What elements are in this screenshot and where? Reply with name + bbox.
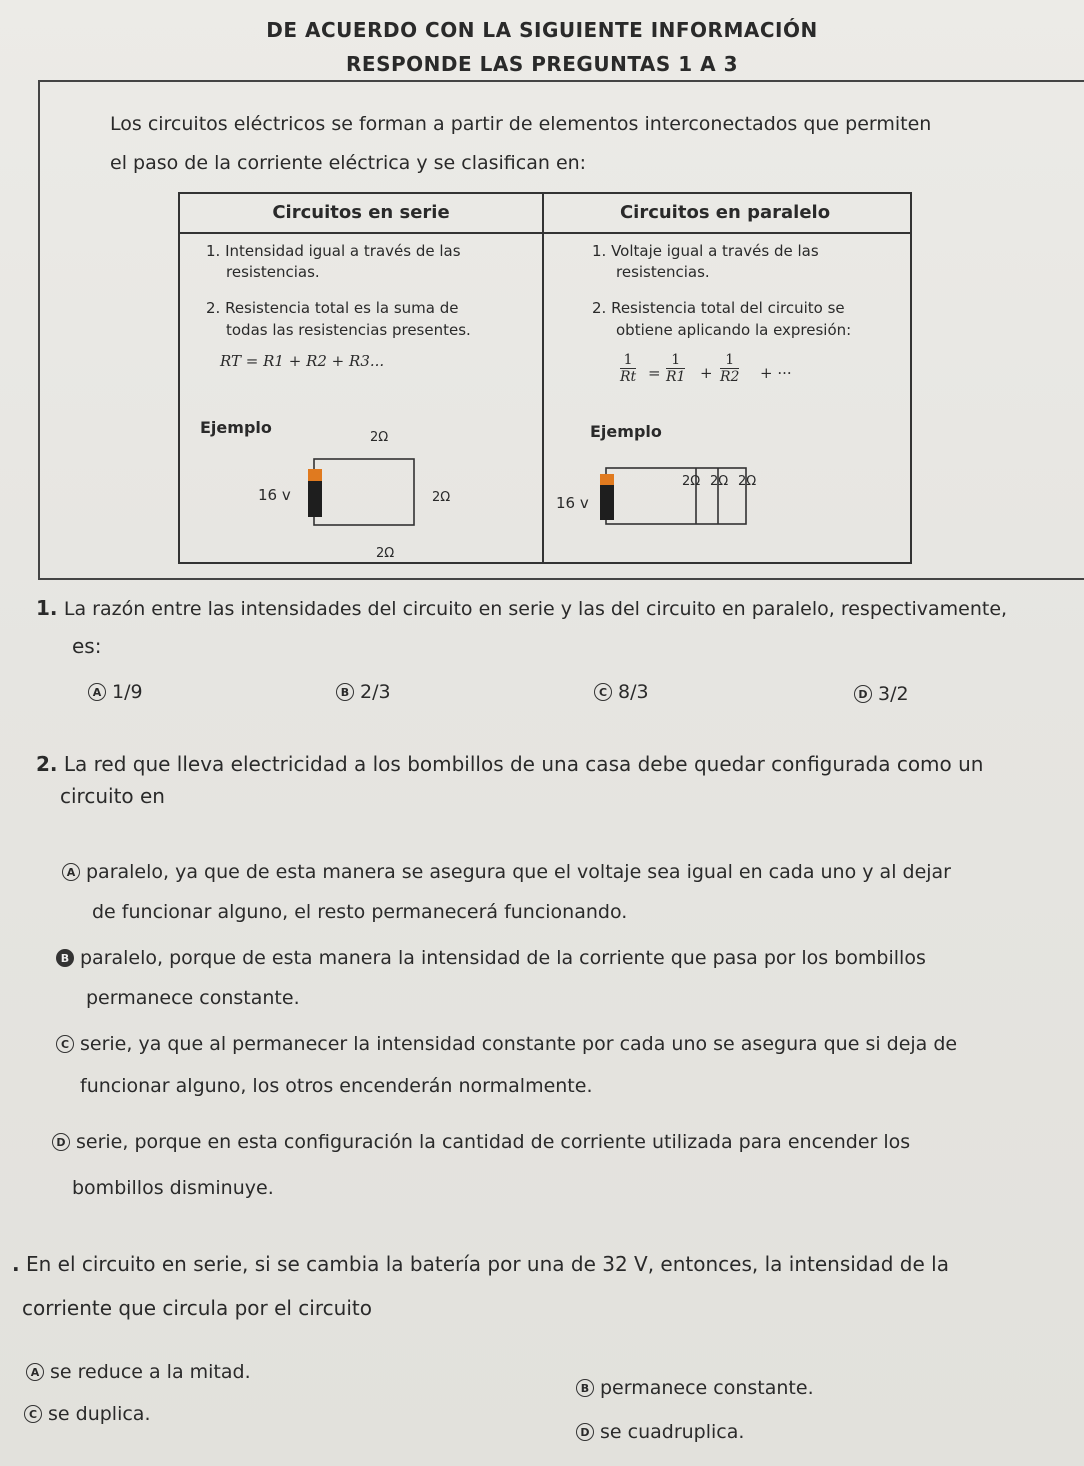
q2-option-c-letter: C (56, 1035, 74, 1053)
serie-point-1a: 1. Intensidad igual a través de las (206, 242, 461, 260)
formula-equals: = (648, 364, 661, 382)
formula-r1-den: R1 (666, 369, 686, 385)
paralelo-title: Circuitos en paralelo (619, 202, 831, 223)
intro-line-1: Los circuitos eléctricos se forman a partir de elementos interconectados que permiten (110, 113, 932, 135)
q2-option-a-text-2: de funcionar alguno, el resto permanecerá funcionando. (92, 901, 628, 923)
paralelo-battery-positive (600, 474, 614, 485)
q3-number: . (12, 1252, 20, 1276)
q2-option-a-letter: A (62, 863, 80, 881)
q2-number: 2. (36, 752, 58, 776)
paralelo-circuit-diagram (592, 462, 752, 532)
serie-point-2b: todas las resistencias presentes. (226, 321, 471, 339)
q3-option-c-text: se duplica. (48, 1403, 151, 1425)
serie-point-1b: resistencias. (226, 263, 320, 281)
paralelo-example-label: Ejemplo (590, 422, 662, 441)
serie-example-label: Ejemplo (200, 418, 272, 437)
q3-option-c[interactable] (24, 1400, 150, 1428)
q2-option-c-text-1: serie, ya que al permanecer la intensidad constante por cada uno se asegura que si deja de (80, 1033, 958, 1055)
q1-option-b-letter: B (336, 683, 354, 701)
q3-option-d-letter: D (576, 1423, 594, 1441)
serie-battery-voltage: 16 v (258, 486, 291, 504)
header-line-1: DE ACUERDO CON LA SIGUIENTE INFORMACIÓN (266, 18, 818, 42)
formula-lhs-num: 1 (620, 352, 636, 369)
q3-stem (12, 1250, 1082, 1278)
q1-text-1: La razón entre las intensidades del circuito en serie y las del circuito en paralelo, respectivamente, (63, 598, 1008, 620)
q1-text-2: es: (72, 634, 102, 658)
q3-option-a[interactable] (26, 1358, 251, 1386)
q2-option-c-text-2: funcionar alguno, los otros encenderán normalmente. (80, 1075, 593, 1097)
q2-option-d[interactable] (52, 1128, 1082, 1156)
q2-option-d-text-2: bombillos disminuye. (72, 1177, 274, 1199)
q2-option-a[interactable] (62, 858, 1080, 886)
q2-option-a-text-1: paralelo, ya que de esta manera se asegura que el voltaje sea igual en cada uno y al dejar (86, 861, 951, 883)
formula-plus: + (700, 364, 713, 382)
paralelo-r3: 2Ω (738, 474, 757, 489)
q2-option-b-text-1: paralelo, porque de esta manera la intensidad de la corriente que pasa por los bombillos (80, 947, 926, 969)
q2-text-1: La red que lleva electricidad a los bombillos de una casa debe quedar configurada como un (63, 752, 984, 776)
intro-line-2: el paso de la corriente eléctrica y se clasifican en: (110, 152, 587, 174)
comparison-table (178, 192, 912, 564)
q2-option-d-text-1: serie, porque en esta configuración la cantidad de corriente utilizada para encender los (76, 1131, 911, 1153)
q2-stem (36, 750, 1082, 778)
q2-option-c[interactable] (56, 1030, 1082, 1058)
q2-option-d-letter: D (52, 1133, 70, 1151)
serie-r-right: 2Ω (432, 490, 451, 505)
q1-option-c-letter: C (594, 683, 612, 701)
q3-option-b-letter: B (576, 1379, 594, 1397)
formula-r2 (720, 352, 739, 385)
serie-r-bottom: 2Ω (376, 546, 395, 561)
q1-option-a-text: 1/9 (112, 681, 143, 703)
q3-option-b-text: permanece constante. (600, 1377, 814, 1399)
q3-option-a-text: se reduce a la mitad. (50, 1361, 251, 1383)
formula-r2-num: 1 (720, 352, 739, 369)
formula-r2-den: R2 (720, 369, 740, 385)
formula-lhs-den: Rt (620, 369, 637, 385)
serie-r-top: 2Ω (370, 430, 389, 445)
table-divider (542, 194, 544, 562)
paralelo-point-1a: 1. Voltaje igual a través de las (592, 242, 819, 260)
q1-option-b-text: 2/3 (360, 681, 391, 703)
q1-option-a[interactable] (88, 678, 143, 706)
q3-option-c-letter: C (24, 1405, 42, 1423)
serie-battery-positive (308, 469, 322, 481)
paralelo-point-2a: 2. Resistencia total del circuito se (592, 299, 845, 317)
serie-circuit-diagram (300, 449, 420, 534)
paralelo-point-1b: resistencias. (616, 263, 710, 281)
formula-tail: + ··· (760, 364, 792, 382)
q3-text-2: corriente que circula por el circuito (22, 1296, 372, 1320)
formula-r1 (666, 352, 685, 385)
formula-lhs (620, 352, 636, 385)
q3-option-b[interactable] (576, 1374, 814, 1402)
serie-circuit-wire (314, 459, 414, 525)
paralelo-r2: 2Ω (710, 474, 729, 489)
paralelo-r1: 2Ω (682, 474, 701, 489)
q1-option-c[interactable] (594, 678, 649, 706)
q1-option-d-letter: D (854, 685, 872, 703)
q1-stem (36, 594, 1076, 623)
serie-title: Circuitos en serie (272, 202, 450, 223)
serie-formula: RT = R1 + R2 + R3... (220, 352, 385, 370)
q1-option-d[interactable] (854, 680, 909, 708)
q2-option-b-letter: B (56, 949, 74, 967)
q1-number: 1. (36, 596, 58, 620)
q2-text-2: circuito en (60, 784, 165, 808)
q2-option-b[interactable] (56, 944, 1080, 972)
q1-option-c-text: 8/3 (618, 681, 649, 703)
q1-option-d-text: 3/2 (878, 683, 909, 705)
q3-option-a-letter: A (26, 1363, 44, 1381)
formula-r1-num: 1 (666, 352, 685, 369)
q3-text-1: En el circuito en serie, si se cambia la batería por una de 32 V, entonces, la intensidad de la (25, 1252, 949, 1276)
q3-option-d[interactable] (576, 1418, 744, 1446)
q2-option-b-text-2: permanece constante. (86, 987, 300, 1009)
q1-option-b[interactable] (336, 678, 391, 706)
paralelo-battery-voltage: 16 v (556, 494, 589, 512)
q3-option-d-text: se cuadruplica. (600, 1421, 745, 1443)
table-header-rule (180, 232, 910, 234)
paralelo-point-2b: obtiene aplicando la expresión: (616, 321, 852, 339)
serie-point-2a: 2. Resistencia total es la suma de (206, 299, 459, 317)
header-line-2: RESPONDE LAS PREGUNTAS 1 A 3 (346, 52, 738, 76)
q1-option-a-letter: A (88, 683, 106, 701)
